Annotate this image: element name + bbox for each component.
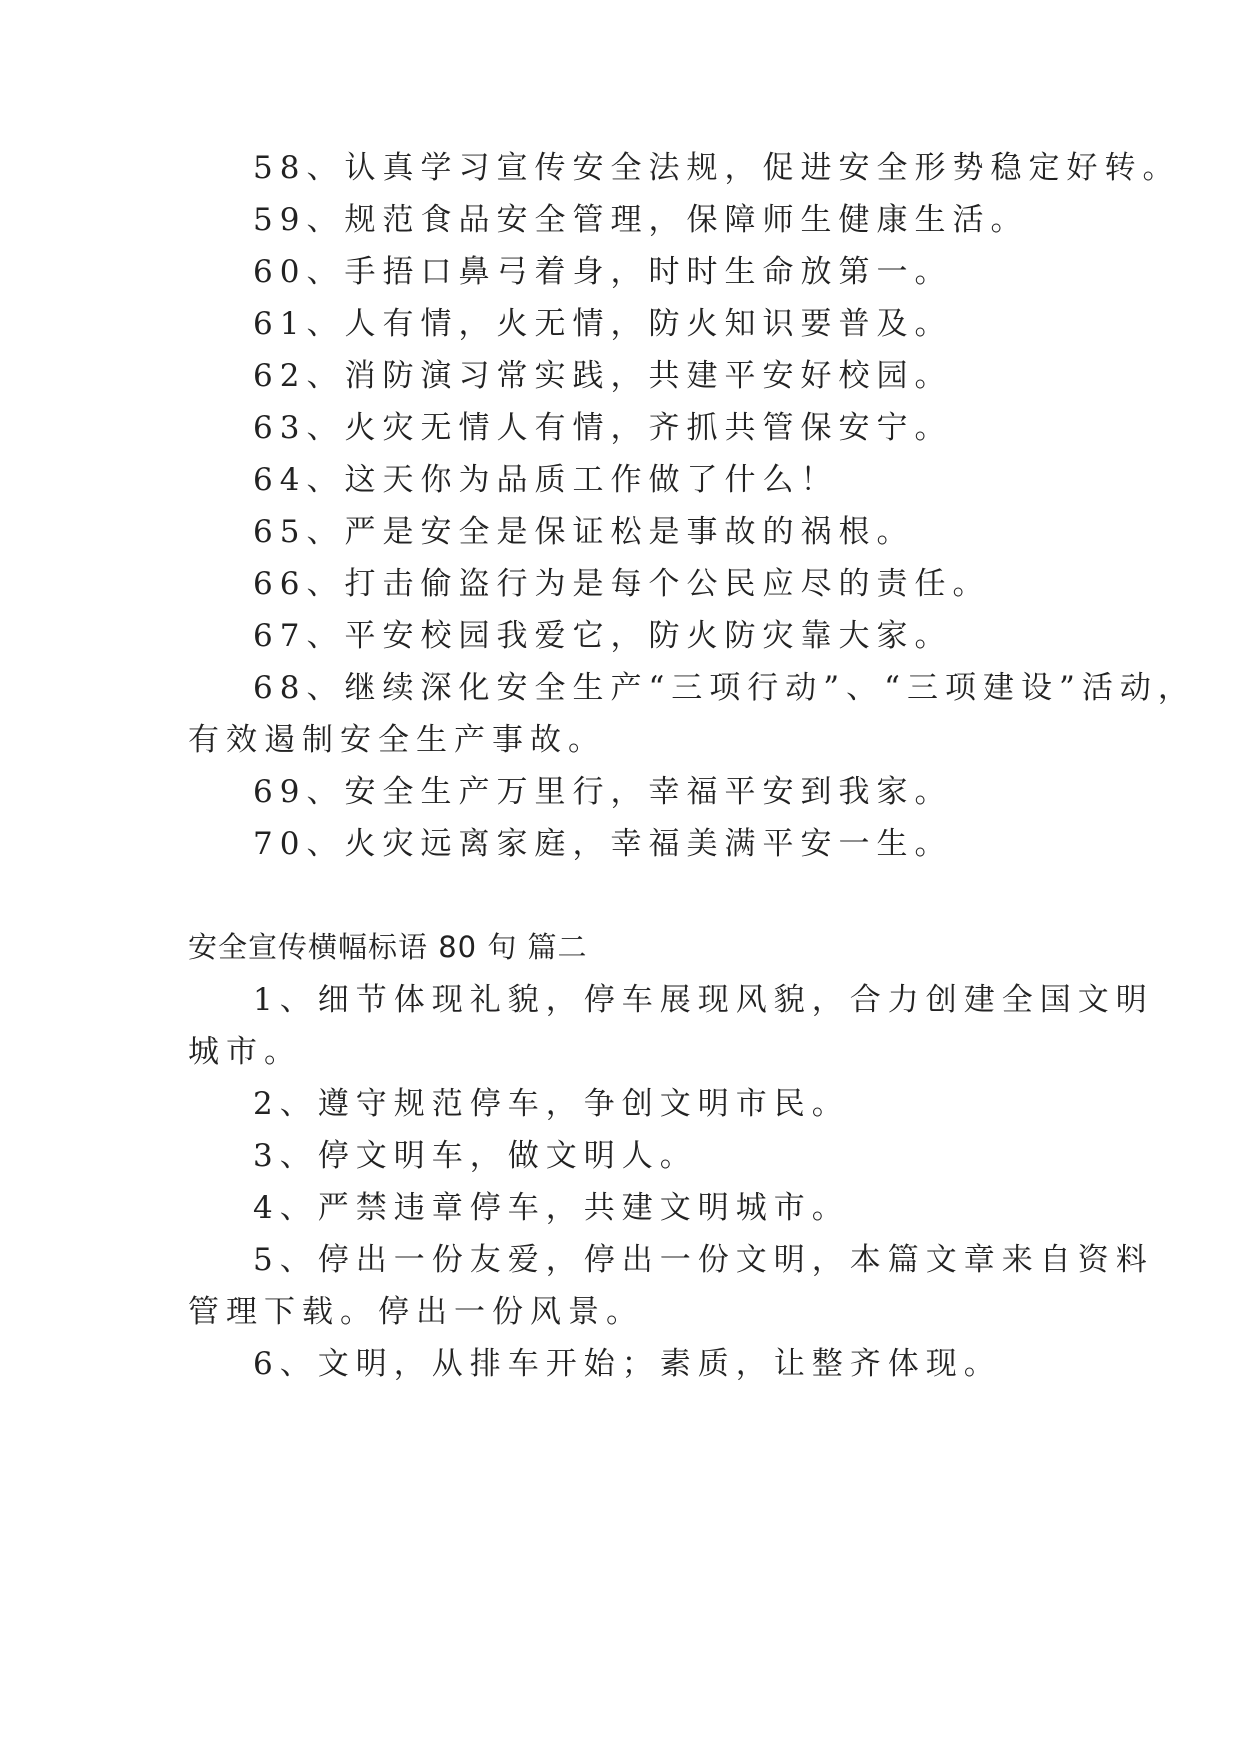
slogan-63: 63、火灾无情人有情，齐抓共管保安宁。 (253, 410, 953, 446)
slogan-5: 5、停出一份友爱，停出一份文明，本篇文章来自资料 (253, 1242, 1154, 1278)
slogan-58: 58、认真学习宣传安全法规，促进安全形势稳定好转。 (253, 150, 1181, 186)
slogan-60: 60、手捂口鼻弓着身，时时生命放第一。 (253, 254, 953, 290)
slogan-64: 64、这天你为品质工作做了什么！ (253, 462, 839, 498)
slogan-2: 2、遵守规范停车，争创文明市民。 (253, 1086, 850, 1122)
slogan-3: 3、停文明车，做文明人。 (253, 1138, 698, 1174)
slogan-1: 1、细节体现礼貌，停车展现风貌，合力创建全国文明 (253, 982, 1154, 1018)
section-heading: 安全宣传横幅标语 80 句 篇二 (188, 930, 588, 964)
slogan-65: 65、严是安全是保证松是事故的祸根。 (253, 514, 915, 550)
slogan-5-continuation: 管理下载。停出一份风景。 (188, 1294, 644, 1330)
slogan-4: 4、严禁违章停车，共建文明城市。 (253, 1190, 850, 1226)
slogan-69: 69、安全生产万里行，幸福平安到我家。 (253, 774, 953, 810)
slogan-6: 6、文明，从排车开始；素质，让整齐体现。 (253, 1346, 1002, 1382)
slogan-66: 66、打击偷盗行为是每个公民应尽的责任。 (253, 566, 991, 602)
slogan-70: 70、火灾远离家庭，幸福美满平安一生。 (253, 826, 953, 862)
slogan-59: 59、规范食品安全管理，保障师生健康生活。 (253, 202, 1029, 238)
slogan-68-continuation: 有效遏制安全生产事故。 (188, 722, 606, 758)
slogan-62: 62、消防演习常实践，共建平安好校园。 (253, 358, 953, 394)
slogan-67: 67、平安校园我爱它，防火防灾靠大家。 (253, 618, 953, 654)
slogan-68: 68、继续深化安全生产“三项行动”、“三项建设”活动， (253, 670, 1196, 706)
slogan-61: 61、人有情，火无情，防火知识要普及。 (253, 306, 953, 342)
slogan-1-continuation: 城市。 (188, 1034, 302, 1070)
